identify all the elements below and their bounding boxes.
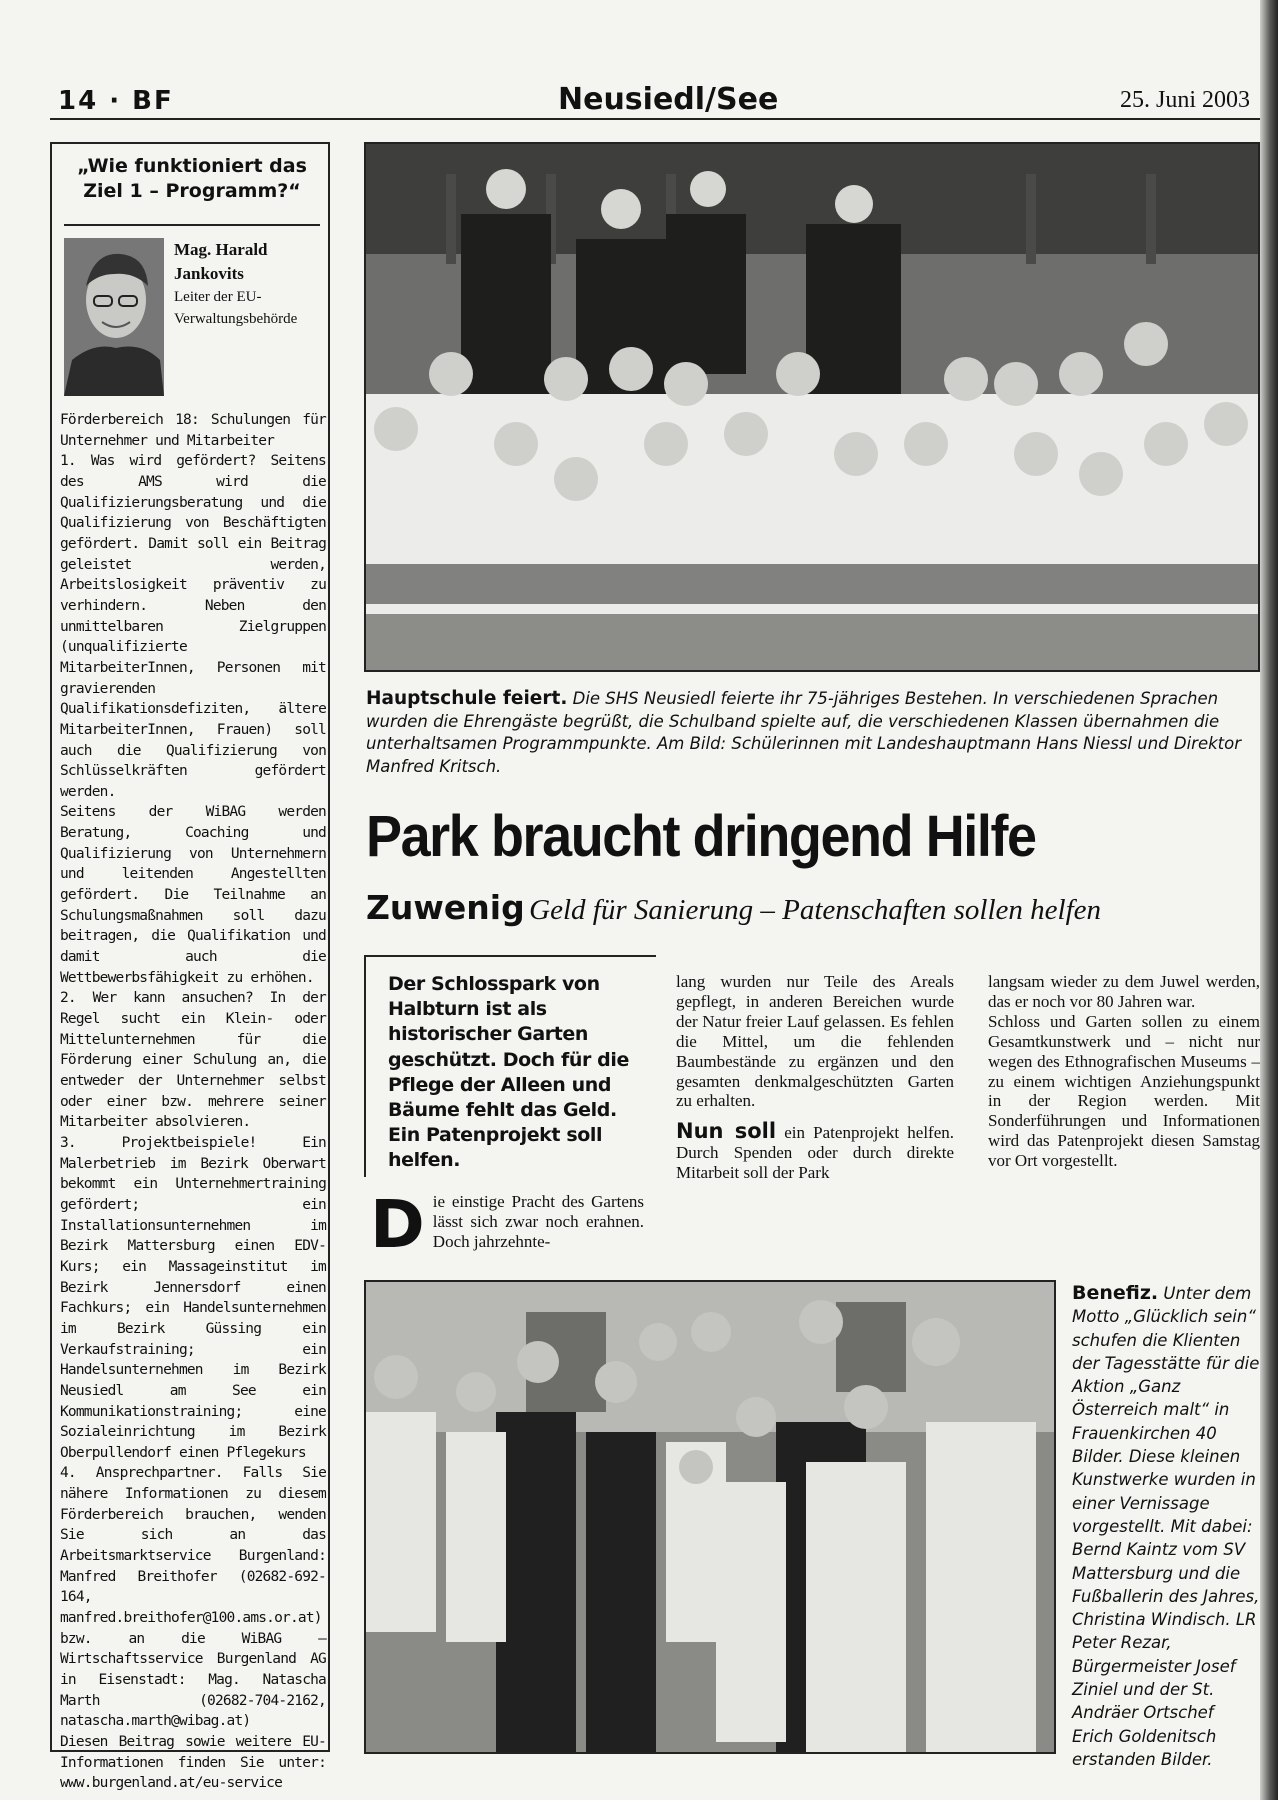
subhead-bold: Zuwenig xyxy=(366,888,525,927)
sidebar-paragraph: Förderbereich 18: Schulungen für Unternehmer und Mitarbeiter xyxy=(60,412,326,449)
column-2-runin-text: ein Patenprojekt helfen. Durch Spenden oder durch direkte Mitarbeit soll der Park xyxy=(676,1123,955,1183)
column-3-text-2: Schloss und Garten sollen zu einem Gesamtkunstwerk und – nicht nur wegen des Ethnografischen Museums – zu einem wichtigen Anziehungspunkt in der Region werden. Mit Sonderführungen und Informationen wird das Patenprojekt diesen Samstag vor Ort vorgestellt. xyxy=(988,1011,1260,1171)
benefiz-text: Unter dem Motto „Glücklich sein“ schufen die Klienten der Tagesstätte für die Aktion „Ganz Österreich malt“ in Frauenkirchen 40 Bilder. Diese kleinen Kunstwerke wurden in einer Vernissage vorgestellt. Mit dabei: Bernd Kaintz vom SV Mattersburg und die Fußballerin des Jahres, Christina Windisch. LR Peter Rezar, Bürgermeister Josef Ziniel und der St. Andräer Ortschef Erich Goldenitsch erstanden Bilder. xyxy=(1072,1284,1260,1769)
article-lead: Der Schlosspark von Halbturn ist als historischer Garten geschützt. Doch für die Pflege der Alleen und Bäume fehlt das Geld. Ein Patenprojekt soll helfen. xyxy=(388,973,629,1172)
benefiz-lead: Benefiz. xyxy=(1072,1282,1159,1304)
article-subhead xyxy=(366,888,1258,927)
portrait-photo xyxy=(64,238,164,396)
person-role: Leiter der EU-Verwaltungsbehörde xyxy=(174,289,298,327)
sidebar-paragraph: 1. Was wird gefördert? Seitens des AMS wird die Qualifizierungsberatung und die Qualifizierung von Beschäftigten gefördert. Damit soll ein Beitrag geleistet werden, Arbeitslosigkeit präventiv zu verhindern. Neben den unmittelbaren Zielgruppen (unqualifizierte MitarbeiterInnen, Personen mit gravierenden Qualifikationsdefiziten, ältere MitarbeiterInnen, Frauen) soll auch die Qualifizierung von Schlüsselkräften gefördert werden. xyxy=(60,453,326,800)
column-2-text: lang wurden nur Teile des Areals gepflegt, in anderen Bereichen wurde der Natur freier Lauf gelassen. Es fehlen die Mittel, um die fehlenden Baumbestände zu ergänzen und den gesamten denkmalgeschützten Garten zu erhalten. xyxy=(676,972,954,1111)
article-column-3 xyxy=(988,972,1260,1171)
sidebar-rule xyxy=(64,224,320,226)
column-2-runin: Nun soll xyxy=(676,1119,777,1144)
issue-date: 25. Juni 2003 xyxy=(1120,87,1251,113)
sidebar-paragraph: Diesen Beitrag sowie weitere EU-Informationen finden Sie unter: www.burgenland.at/eu-service xyxy=(60,1734,326,1792)
school-group-photo xyxy=(364,142,1260,672)
column-1-text: ie einstige Pracht des Gartens lässt sich zwar noch erahnen. Doch jahrzehnte- xyxy=(432,1192,644,1251)
sidebar-paragraph: Seitens der WiBAG werden Beratung, Coaching und Qualifizierung von Unternehmern und leitenden Angestellten gefördert. Die Teilnahme an Schulungsmaßnahmen soll dazu beitragen, die Qualifikation und damit auch die Wettbewerbsfähigkeit zu erhöhen. xyxy=(60,804,326,986)
sidebar-paragraph: 2. Wer kann ansuchen? In der Regel sucht ein Klein- oder Mittelunternehmen für die Förderung einer Schulung an, die entweder der Unternehmer selbst oder einer bzw. mehrere seiner Mitarbeiter absolvieren. xyxy=(60,990,326,1131)
drop-cap: D xyxy=(370,1186,425,1263)
page-number: 14 · BF xyxy=(58,86,174,116)
article-column-1 xyxy=(370,1186,644,1263)
binding-shadow xyxy=(1260,0,1278,1800)
article-column-2 xyxy=(676,972,954,1183)
photo-caption-benefiz xyxy=(1072,1282,1260,1771)
caption-text: Die SHS Neusiedl feierte ihr 75-jähriges Bestehen. In verschiedenen Sprachen wurden die Ehrengäste begrüßt, die Schulband spielte auf, die verschiedenen Klassen übernahmen die unterhaltsamen Programmpunkte. Am Bild: Schülerinnen mit Landeshauptmann Hans Niessl und Direktor Manfred Kritsch. xyxy=(366,689,1242,776)
person-name: Mag. Harald Jankovits xyxy=(174,240,268,283)
header-rule xyxy=(50,118,1260,120)
sidebar-body xyxy=(60,410,326,1794)
caption-lead: Hauptschule feiert. xyxy=(366,688,568,709)
sidebar-paragraph: 3. Projektbeispiele! Ein Malerbetrieb im Bezirk Oberwart bekommt ein Unternehmertraining gefördert; ein Installationsunternehmen im Bezirk Mattersburg einen EDV-Kurs; ein Massageinstitut im Bezirk Jennersdorf einen Fachkurs; ein Handelsunternehmen im Bezirk Güssing ein Verkaufstraining; ein Handelsunternehmen im Bezirk Neusiedl am See ein Kommunikationstraining; eine Sozialeinrichtung im Bezirk Oberpullendorf einen Pflegekurs xyxy=(60,1134,326,1461)
benefit-event-photo xyxy=(364,1280,1056,1754)
column-3-text-1: langsam wieder zu dem Juwel werden, das er noch vor 80 Jahren war. xyxy=(988,972,1260,1011)
info-sidebar xyxy=(50,142,330,1792)
article-headline: Park braucht dringend Hilfe xyxy=(366,804,1036,869)
section-title: Neusiedl/See xyxy=(558,82,779,117)
subhead-italic: Geld für Sanierung – Patenschaften sollen helfen xyxy=(529,894,1102,926)
sidebar-title: „Wie funktioniert das Ziel 1 – Programm?“ xyxy=(77,155,307,202)
sidebar-paragraph: 4. Ansprechpartner. Falls Sie nähere Informationen zu diesem Förderbereich brauchen, wenden Sie sich an das Arbeitsmarktservice Burgenland: Manfred Breithofer (02682-692-164, manfred.breithofer@100.ams.or.at) bzw. an die WiBAG – Wirtschaftsservice Burgenland AG in Eisenstadt: Mag. Natascha Marth (02682-704-2162, natascha.marth@wibag.at) xyxy=(60,1465,326,1730)
photo-caption-school xyxy=(366,688,1258,778)
